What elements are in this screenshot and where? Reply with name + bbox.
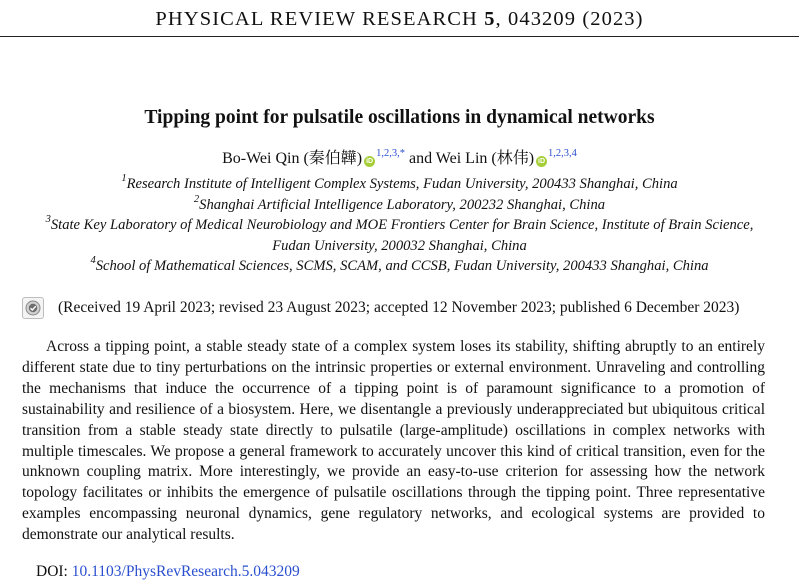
header-divider [0, 36, 799, 37]
doi-link[interactable]: 10.1103/PhysRevResearch.5.043209 [71, 563, 300, 580]
affiliation-text: Research Institute of Intelligent Complex Systems, Fudan University, 200433 Shanghai, China [126, 176, 678, 192]
affiliation-continued [0, 236, 799, 257]
author-connector: and [404, 150, 436, 167]
journal-volume: 5 [484, 8, 496, 30]
affiliation-text: Shanghai Artificial Intelligence Laboratory, 200232 Shanghai, China [199, 196, 606, 213]
article-number: , 043209 (2023) [495, 8, 644, 30]
affiliation [0, 215, 799, 236]
affiliation-text: State Key Laboratory of Medical Neurobiology and MOE Frontiers Center for Brain Science, Institute of Brain Science, [50, 217, 754, 233]
affiliation-number: 4 [90, 255, 96, 266]
affiliation-list [0, 174, 799, 277]
author-affiliation-marks[interactable]: 1,2,3,4 [548, 148, 577, 159]
journal-header [0, 4, 799, 34]
journal-name: PHYSICAL REVIEW RESEARCH [155, 8, 478, 30]
doi-line [36, 561, 300, 583]
author-list [0, 148, 799, 170]
author-name: Bo-Wei Qin (秦伯韡) [222, 150, 363, 167]
affiliation-number: 2 [193, 193, 200, 205]
abstract: Across a tipping point, a stable steady state of a complex system loses its stability, shifting abruptly to an entirely different state due to tiny perturbations on the intrinsic properties or external environment. Unraveling and controlling the mechanisms that induce the occurrence of a tipping point is of paramount significance to a promotion of sustainability and resilience of a biosystem. Here, we disentangle a previously underappreciated but ubiquitous critical transition from a stable steady state directly to pulsatile (large-amplitude) oscillations in complex networks with multiple timescales. We propose a general framework to accurately uncover this kind of critical transition, even for the unknown coupling matrix. More interestingly, we provide an easy-to-use criterion for assessing how the network topology facilitates or inhibits the emergence of pulsatile oscillations through the tipping point. Three representative examples encompassing neuronal dynamics, gene regulatory networks, and ecological systems are provided to demonstrate our analytical results. [22, 338, 765, 544]
orcid-icon[interactable]: iD [366, 158, 374, 165]
received-text: (Received 19 April 2023; revised 23 August 2023; accepted 12 November 2023; published 6 December 2023) [58, 299, 740, 316]
affiliation-text: Fudan University, 200032 Shanghai, China [272, 237, 527, 254]
received-dates [0, 296, 799, 320]
affiliation-text: School of Mathematical Sciences, SCMS, SCAM, and CCSB, Fudan University, 200433 Shanghai, China [95, 258, 709, 274]
author-name: Wei Lin (林伟) [435, 150, 535, 167]
paper-title: Tipping point for pulsatile oscillations in dynamical networks [144, 107, 655, 128]
check-for-updates-icon[interactable] [22, 297, 44, 319]
affiliation-number: 1 [121, 173, 127, 184]
affiliation-number: 3 [45, 214, 51, 225]
affiliation [0, 195, 799, 216]
author-affiliation-marks[interactable]: 1,2,3,* [376, 148, 405, 159]
affiliation [0, 256, 799, 277]
orcid-icon[interactable]: iD [538, 158, 546, 165]
affiliation [0, 174, 799, 195]
doi-label: DOI: [36, 563, 72, 580]
